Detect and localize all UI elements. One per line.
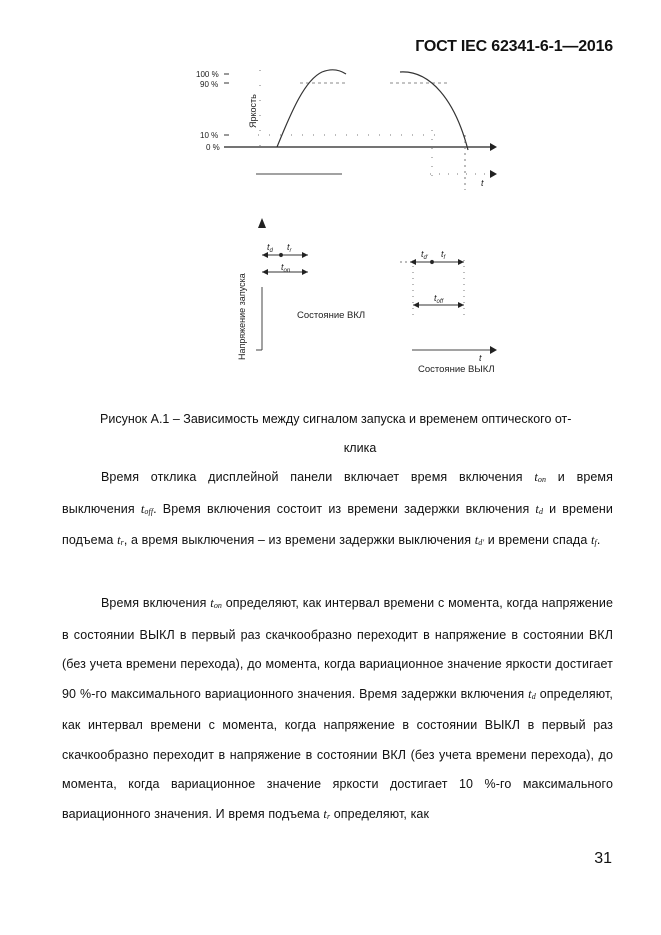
svg-text:tf [441,249,447,261]
td-sub: d [269,248,273,254]
y-tick-100: 100 % [196,70,219,79]
toff-sub: off [436,299,444,305]
state-on-label: Состояние ВКЛ [297,310,366,321]
caption-line-1: Рисунок А.1 – Зависимость между сигналом запуска и временем оптического от- [100,412,572,426]
y-tick-10: 10 % [200,131,219,140]
state-off-label: Состояние ВЫКЛ [418,364,495,375]
paragraph-2: Время включения $t_{on}$ определяют, как интервал времени с момента, когда напряжение в состоянии ВЫКЛ в первый раз скачкообразно переходит в напряжение в состоянии ВКЛ (без учета времени перехода), до момента, когда вариационное значение яркости достигает 90 %-го максимального вариационного значения. Время задержки включения $t_d$ определяют, как интервал времени с момента, когда напряжение в состоянии ВЫКЛ в первый раз скачкообразно переходит в напряжение в состоянии ВКЛ (без учета времени перехода), до момента, когда вариационное значение яркости достигает 10 %-го максимального вариационного значения. И время подъема $t_r$ определяют, как [62,596,613,821]
td-label: t [267,242,270,252]
ton-label: t [281,262,284,272]
y-tick-0: 0 % [206,143,220,152]
tf-label: t [441,249,444,259]
time-axis-label-top: t [481,178,484,188]
brightness-axis-label: Яркость [248,94,258,128]
time-axis-label-bottom: t [479,353,482,363]
document-header: ГОСТ IEC 62341-6-1—2016 [415,38,613,55]
voltage-axis-label: Напряжение запуска [237,273,247,360]
ton-sub: on [283,268,291,274]
svg-text:tr [287,242,293,254]
toff-label: t [434,293,437,303]
figure-caption [100,405,620,463]
y-tick-90: 90 % [200,80,219,89]
svg-text:toff [434,293,445,305]
tr-label: t [287,242,290,252]
page-number: 31 [594,850,612,867]
paragraph-1: Время отклика дисплейной панели включает время включения $t_{on}$ и время выключения $t_{off}$. Время включения состоит из времени задержки включения $t_d$ и времени подъема $t_r$, а время выключения – из времени задержки выключения $t_{d'}$ и времени спада $t_f$. [62,470,613,547]
tf-sub: f [443,255,446,261]
response-time-figure [0,0,661,400]
caption-line-2: клика [343,441,377,455]
tr-sub: r [289,248,292,254]
td-prime-sub: d' [423,255,428,261]
td-prime-label: t [421,249,424,259]
brightness-chart [224,70,497,190]
svg-text:td' [421,249,429,261]
voltage-chart [256,218,497,354]
